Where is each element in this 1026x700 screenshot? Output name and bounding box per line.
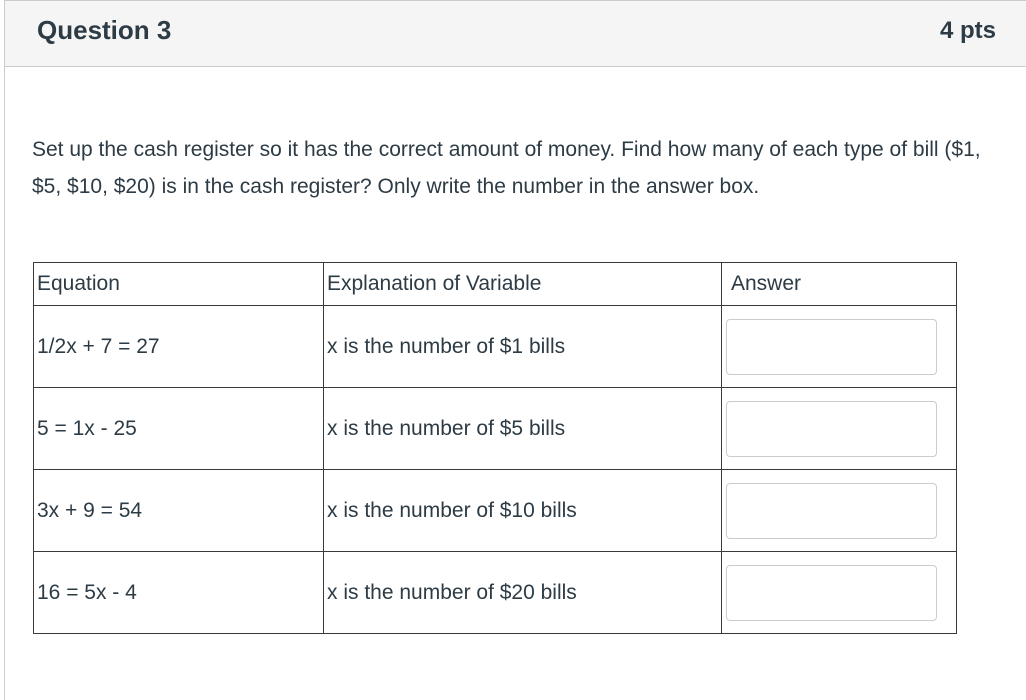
equation-cell: 1/2x + 7 = 27 bbox=[34, 306, 324, 388]
answer-table bbox=[33, 262, 957, 634]
table-header-row bbox=[34, 263, 957, 306]
answer-input-20-dollar[interactable] bbox=[726, 565, 937, 621]
question-points: 4 pts bbox=[939, 17, 996, 44]
table-row bbox=[34, 552, 957, 634]
answer-cell bbox=[722, 388, 957, 470]
answer-input-5-dollar[interactable] bbox=[726, 401, 937, 457]
header-explanation: Explanation of Variable bbox=[324, 263, 722, 306]
question-text: Set up the cash register so it has the correct amount of money. Find how many of each type of bill ($1, $5, $10, $20) is in the cash register? Only write the number in the answer box. bbox=[32, 138, 981, 198]
table-row bbox=[34, 306, 957, 388]
answer-input-1-dollar[interactable] bbox=[726, 319, 937, 375]
header-answer: Answer bbox=[722, 263, 957, 306]
header-equation: Equation bbox=[34, 263, 324, 306]
equation-cell: 5 = 1x - 25 bbox=[34, 388, 324, 470]
answer-cell bbox=[722, 306, 957, 388]
table-row bbox=[34, 388, 957, 470]
equation-cell: 16 = 5x - 4 bbox=[34, 552, 324, 634]
answer-cell bbox=[722, 470, 957, 552]
question-title: Question 3 bbox=[37, 15, 172, 45]
explanation-cell: x is the number of $10 bills bbox=[324, 470, 722, 552]
explanation-cell: x is the number of $5 bills bbox=[324, 388, 722, 470]
answer-cell bbox=[722, 552, 957, 634]
answer-input-10-dollar[interactable] bbox=[726, 483, 937, 539]
equation-cell: 3x + 9 = 54 bbox=[34, 470, 324, 552]
explanation-cell: x is the number of $1 bills bbox=[324, 306, 722, 388]
explanation-cell: x is the number of $20 bills bbox=[324, 552, 722, 634]
question-header bbox=[5, 0, 1026, 67]
table-row bbox=[34, 470, 957, 552]
